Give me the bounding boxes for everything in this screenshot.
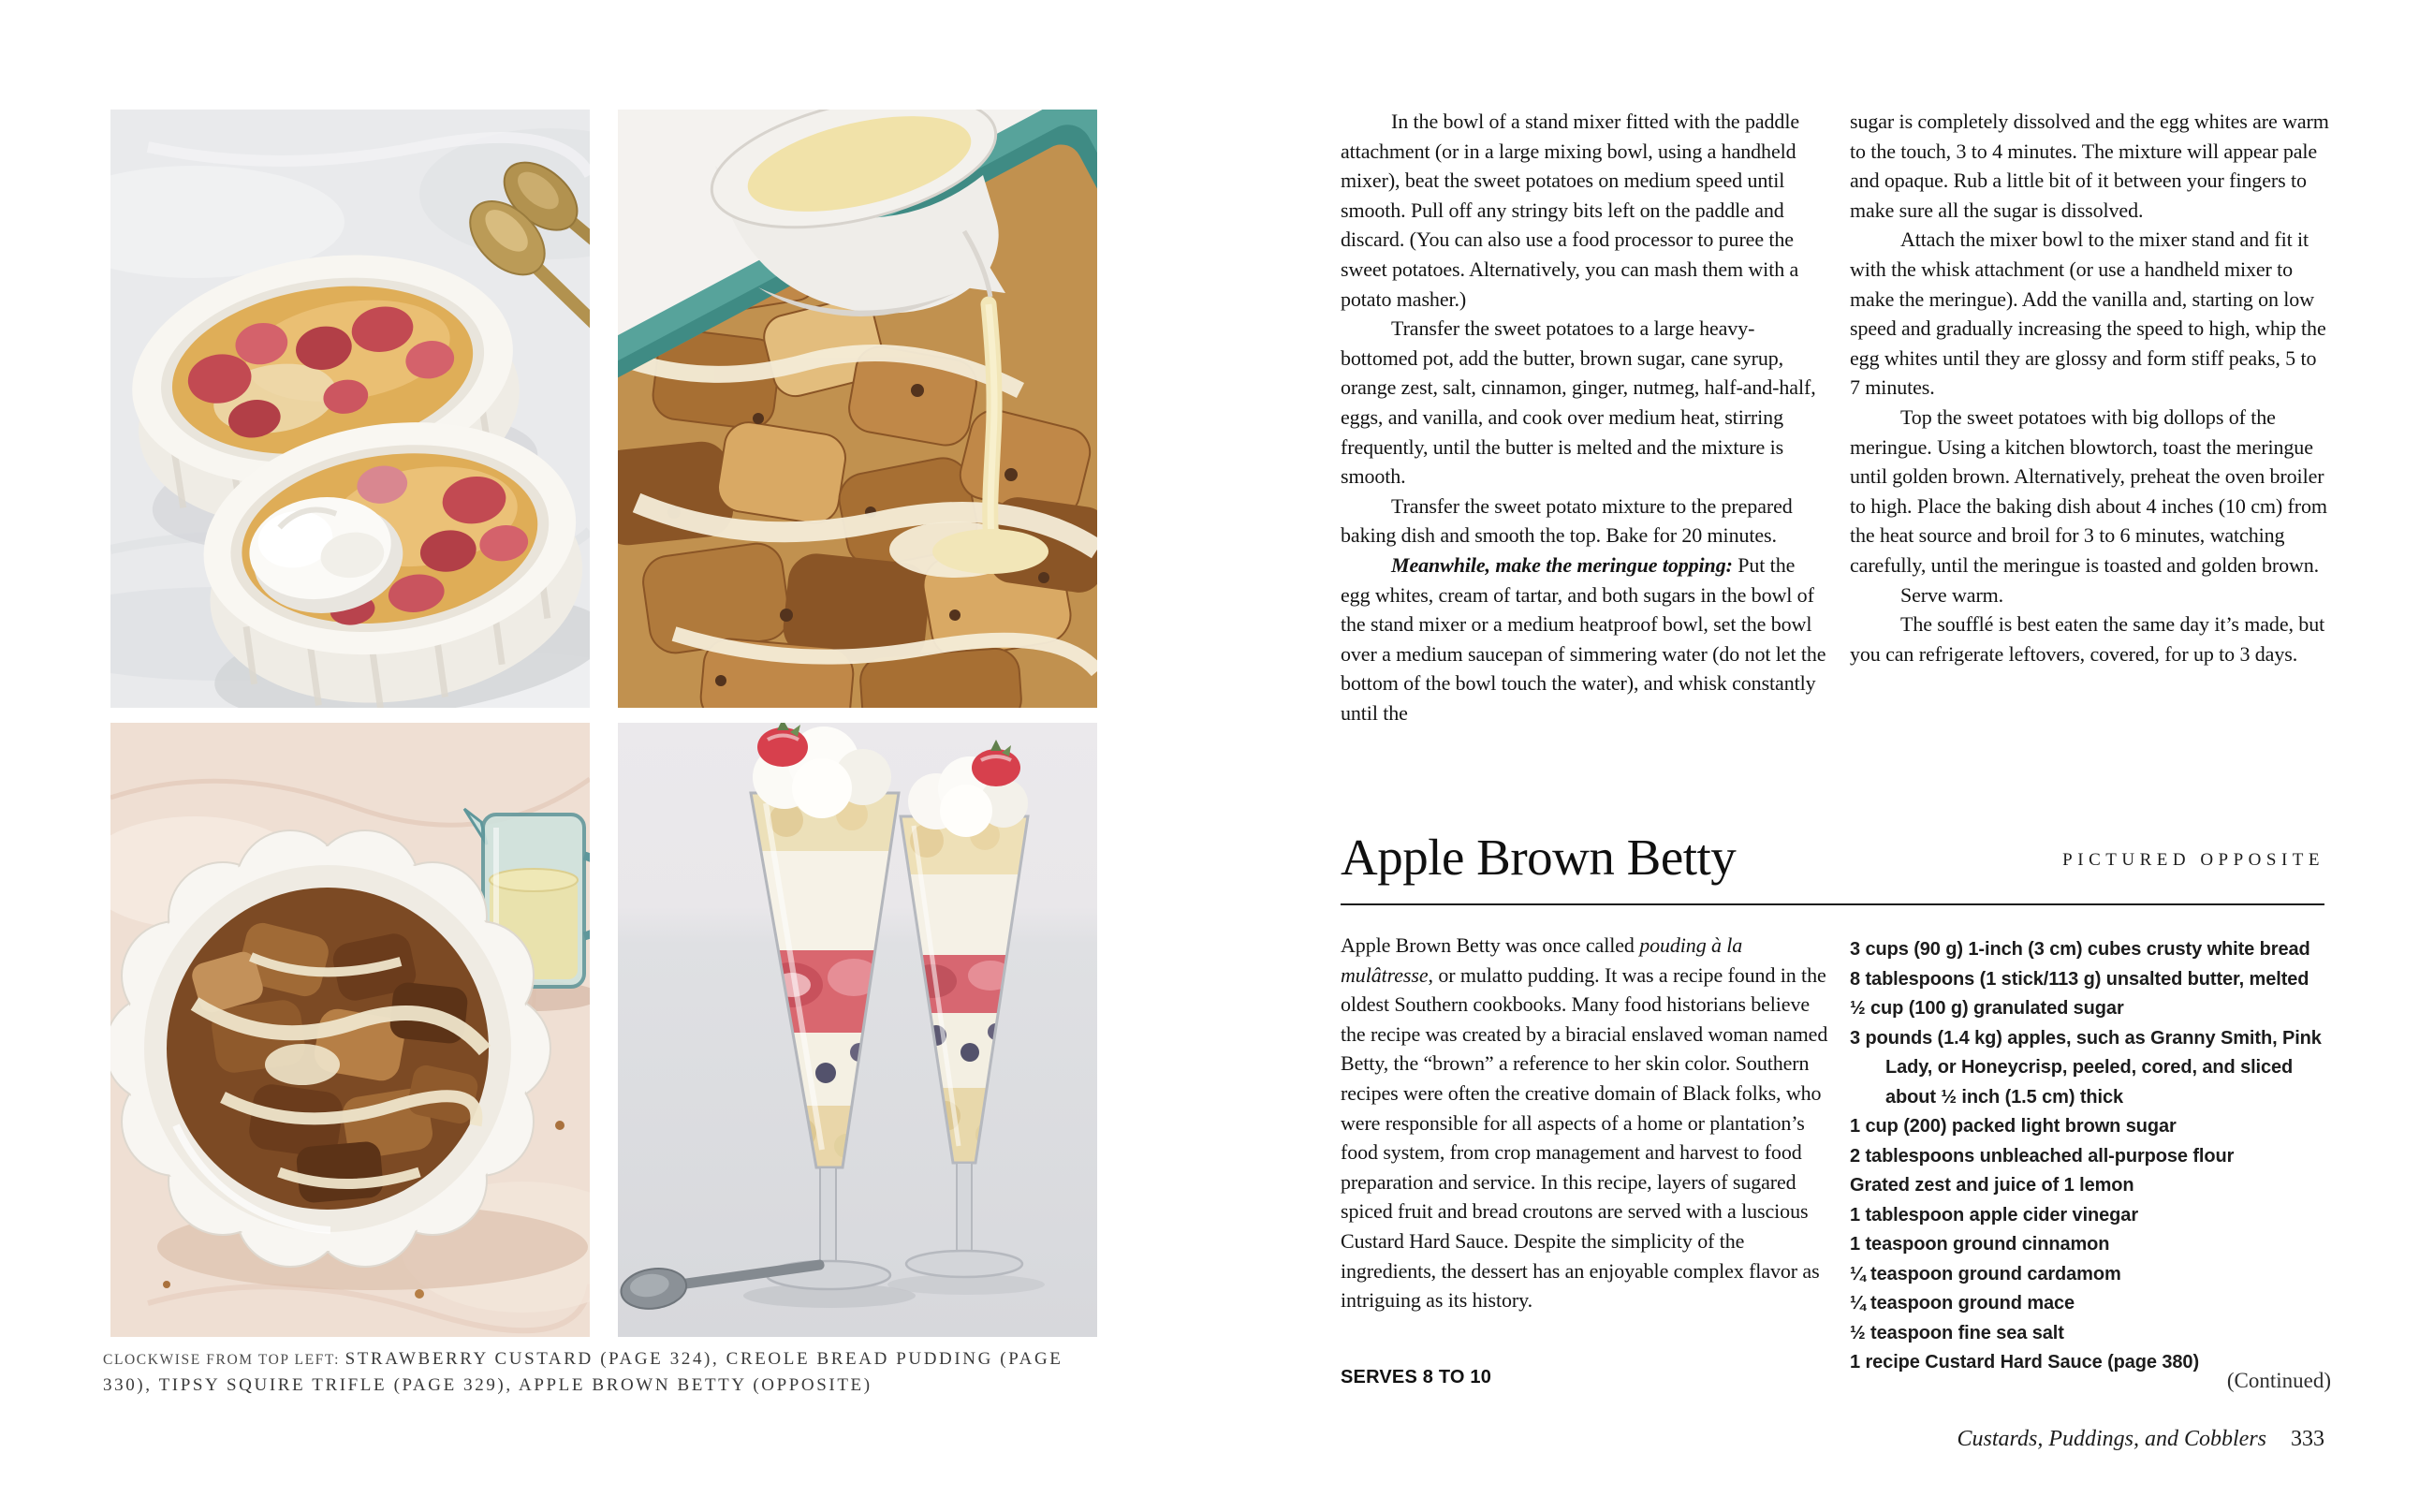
- ingredient: Grated zest and juice of 1 lemon: [1850, 1175, 2134, 1196]
- ingredient: 1 cup (200) packed light brown sugar: [1850, 1116, 2177, 1137]
- ingredient: 2 tablespoons unbleached all-purpose flour: [1850, 1145, 2235, 1167]
- instruction-paragraph: Transfer the sweet potatoes to a large heavy-bottomed pot, add the butter, brown sugar, cane syrup, orange zest, salt, cinnamon, ginger, nutmeg, half-and-half, eggs, and vanilla, and cook over medium heat, stirring frequently, until the butter is melted and the mixture is smooth.: [1341, 316, 1816, 489]
- instructions-column-1: [1341, 107, 1829, 727]
- photo-tipsy-squire-trifle: [618, 723, 1097, 1337]
- intro-text: Apple Brown Betty was once called: [1341, 933, 1640, 957]
- meringue-step-lead: Meanwhile, make the meringue topping:: [1391, 552, 1733, 577]
- photo-creole-bread-pudding: [618, 110, 1097, 708]
- ingredient: 1 tablespoon apple cider vinegar: [1850, 1204, 2139, 1226]
- instruction-paragraph: Top the sweet potatoes with big dollops of the meringue. Using a kitchen blowtorch, toast the meringue until golden brown. Alternatively, preheat the oven broiler to high. Place the baking dish about 4 inches (10 cm) from the heat source and broil for 3 to 6 minutes, watching carefully, until the meringue is toasted and golden brown.: [1850, 404, 2327, 577]
- ingredient: ½ cup (100 g) granulated sugar: [1850, 998, 2124, 1019]
- instruction-paragraph: sugar is completely dissolved and the egg whites are warm to the touch, 3 to 4 minutes. The mixture will appear pale and opaque. Rub a little bit of it between your fingers to make sure all the sugar is dissolved.: [1850, 110, 2329, 222]
- page-footer: [1341, 1427, 2324, 1452]
- page-number: 333: [2291, 1427, 2324, 1451]
- instruction-paragraph: [1341, 550, 1829, 728]
- ingredient: ¼ teaspoon ground mace: [1850, 1293, 2075, 1314]
- instruction-paragraph: Transfer the sweet potato mixture to the prepared baking dish and smooth the top. Bake for 20 minutes.: [1341, 493, 1793, 548]
- ingredient: 1 teaspoon ground cinnamon: [1850, 1234, 2110, 1255]
- instruction-paragraph: The soufflé is best eaten the same day it’s made, but you can refrigerate leftovers, covered, for up to 3 days.: [1850, 612, 2325, 666]
- caption-text: STRAWBERRY CUSTARD (PAGE 324), CREOLE BREAD PUDDING (PAGE 330), TIPSY SQUIRE TRIFLE (PAGE 329), APPLE BROWN BETTY (OPPOSITE): [103, 1349, 1063, 1395]
- ingredient: 8 tablespoons (1 stick/113 g) unsalted butter, melted: [1850, 968, 2309, 990]
- photo-strawberry-custard: [110, 110, 590, 708]
- caption-leadin: CLOCKWISE FROM TOP LEFT:: [103, 1352, 345, 1368]
- recipe-introduction: [1341, 931, 1831, 1315]
- intro-french-term: pouding à la mulâtresse: [1341, 933, 1743, 987]
- recipe-title: Apple Brown Betty: [1341, 829, 1737, 886]
- title-divider-rule: [1341, 903, 2324, 905]
- ingredient: 3 pounds (1.4 kg) apples, such as Granny Smith, Pink Lady, or Honeycrisp, peeled, cored, and sliced about ½ inch (1.5 cm) thick: [1850, 1027, 2322, 1108]
- intro-text: , or mulatto pudding. It was a recipe found in the oldest Southern cookbooks. Many food historians believe the recipe was created by a biracial enslaved woman named Betty, the “brown” a reference to her skin color. Southern recipes were often the creative domain of Black folks, who were responsible for all aspects of a home or plantation’s food system, from crop management and harvest to food preparation and service. In this recipe, layers of sugared spiced fruit and bread croutons are served with a luscious Custard Hard Sauce. Despite the simplicity of the ingredients, the dessert has an enjoyable complex flavor as intriguing as its history.: [1341, 962, 1828, 1313]
- intro-paragraph: [1341, 931, 1831, 1315]
- meringue-step-text: Put the egg whites, cream of tartar, and both sugars in the bowl of the stand mixer or a medium heatproof bowl, set the bowl over a medium saucepan of simmering water (do not let the bottom of the bowl touch the water), and whisk constantly until the: [1341, 552, 1826, 725]
- photo-caption: [103, 1346, 1114, 1398]
- instruction-paragraph: In the bowl of a stand mixer fitted with the paddle attachment (or in a large mixing bowl, using a handheld mixer), beat the sweet potatoes on medium speed until smooth. Pull off any stringy bits left on the paddle and discard. (You can also use a food processor to puree the sweet potatoes. Alternatively, you can mash them with a potato masher.): [1341, 110, 1800, 311]
- ingredient: ½ teaspoon fine sea salt: [1850, 1322, 2064, 1343]
- continued-note: (Continued): [2226, 1369, 2331, 1392]
- footer-section-title: Custards, Puddings, and Cobblers: [1957, 1427, 2266, 1451]
- instructions-column-2: [1850, 107, 2331, 668]
- serves-note: SERVES 8 TO 10: [1341, 1367, 1492, 1387]
- pictured-opposite-note: PICTURED OPPOSITE: [2062, 850, 2324, 870]
- instruction-paragraph: Serve warm.: [1900, 582, 2004, 607]
- instruction-paragraph: Attach the mixer bowl to the mixer stand and fit it with the whisk attachment (or use a handheld mixer to make the meringue). Add the vanilla and, starting on low speed and gradually increasing the speed to high, whip the egg whites until they are glossy and form stiff peaks, 5 to 7 minutes.: [1850, 228, 2326, 400]
- ingredient: 1 recipe Custard Hard Sauce (page 380): [1850, 1352, 2200, 1373]
- ingredient-list: [1850, 935, 2331, 1378]
- photo-apple-brown-betty: [110, 723, 590, 1337]
- ingredient: 3 cups (90 g) 1-inch (3 cm) cubes crusty white bread: [1850, 939, 2310, 960]
- ingredient: ¼ teaspoon ground cardamom: [1850, 1263, 2121, 1284]
